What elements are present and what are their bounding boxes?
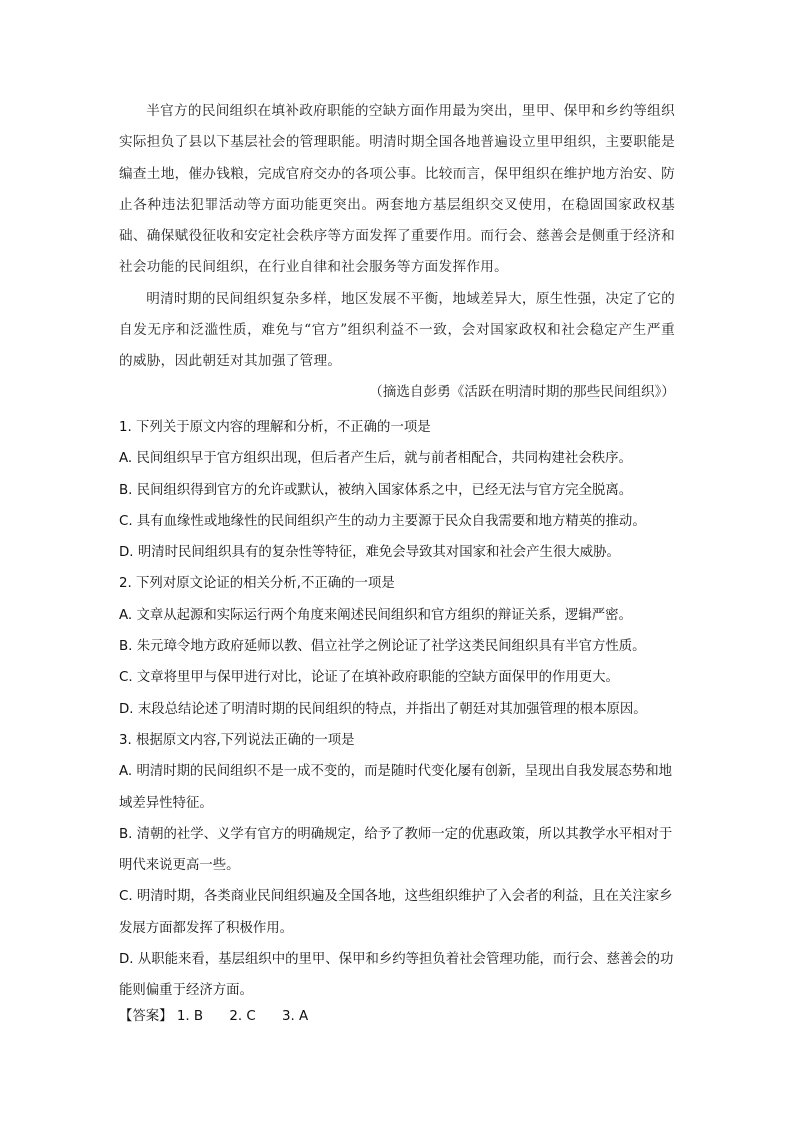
question-option: A. 民间组织早于官方组织出现，但后者产生后，就与前者相配合，共同构建社会秩序。 (119, 451, 632, 467)
answer-item: 2. C (229, 1009, 256, 1024)
answer-label: 【答案】 (119, 1009, 173, 1024)
question-option: A. 文章从起源和实际运行两个角度来阐述民间组织和官方组织的辩证关系，逻辑严密。 (119, 607, 632, 623)
question-option: B. 朱元璋令地方政府延师以教、倡立社学之例论证了社学这类民间组织具有半官方性质。 (119, 639, 646, 655)
question-stem: 1. 下列关于原文内容的理解和分析，不正确的一项是 (119, 420, 431, 435)
question-option: B. 民间组织得到官方的允许或默认，被纳入国家体系之中，已经无法与官方完全脱离。 (119, 482, 633, 498)
question-list (119, 412, 675, 1007)
passage-text (119, 96, 675, 378)
question-option: C. 明清时期，各类商业民间组织遍及全国各地，这些组织维护了入会者的利益，且在关注家乡发展方面都发挥了积极作用。 (119, 889, 673, 936)
question-option: C. 具有血缘性或地缘性的民间组织产生的动力主要源于民众自我需要和地方精英的推动。 (119, 513, 646, 529)
question-option: C. 文章将里甲与保甲进行对比，论证了在填补政府职能的空缺方面保甲的作用更大。 (119, 670, 619, 686)
passage-source: （摘选自彭勇《活跃在明清时期的那些民间组织》） (369, 384, 675, 400)
question-option: D. 末段总结论述了明清时期的民间组织的特点，并指出了朝廷对其加强管理的根本原因。 (119, 701, 647, 717)
passage-paragraph: 半官方的民间组织在填补政府职能的空缺方面作用最为突出，里甲、保甲和乡约等组织实际担负了县以下基层社会的管理职能。明清时期全国各地普遍设立里甲组织，主要职能是编查土地，催办钱粮，完成官府交办的各项公事。比较而言，保甲组织在维护地方治安、防止各种违法犯罪活动等方面功能更突出。两套地方基层组织交叉使用，在稳固国家政权基础、确保赋役征收和安定社会秩序等方面发挥了重要作用。而行会、慈善会是侧重于经济和社会功能的民间组织，在行业自律和社会服务等方面发挥作用。 (119, 103, 675, 276)
answer-key (119, 1003, 330, 1031)
question-option: A. 明清时期的民间组织不是一成不变的，而是随时代变化屡有创新，呈现出自我发展态势和地域差异性特征。 (119, 764, 673, 811)
answer-item: 1. B (176, 1009, 204, 1024)
question-stem: 3. 根据原文内容,下列说法正确的一项是 (119, 732, 355, 748)
answer-item: 3. A (281, 1009, 309, 1024)
question-option: D. 明清时民间组织具有的复杂性等特征，难免会导致其对国家和社会产生很大威胁。 (119, 545, 620, 561)
passage-paragraph: 明清时期的民间组织复杂多样，地区发展不平衡，地域差异大，原生性强，决定了它的自发无序和泛滥性质，难免与“官方”组织利益不一致，会对国家政权和社会稳定产生严重的威胁，因此朝廷对其加强了管理。 (119, 290, 675, 370)
question-stem: 2. 下列对原文论证的相关分析,不正确的一项是 (119, 576, 395, 592)
question-option: D. 从职能来看，基层组织中的里甲、保甲和乡约等担负着社会管理功能，而行会、慈善会的功能则偏重于经济方面。 (119, 952, 674, 999)
question-option: B. 清朝的社学、义学有官方的明确规定，给予了教师一定的优惠政策，所以其教学水平相对于明代来说更高一些。 (119, 826, 673, 874)
